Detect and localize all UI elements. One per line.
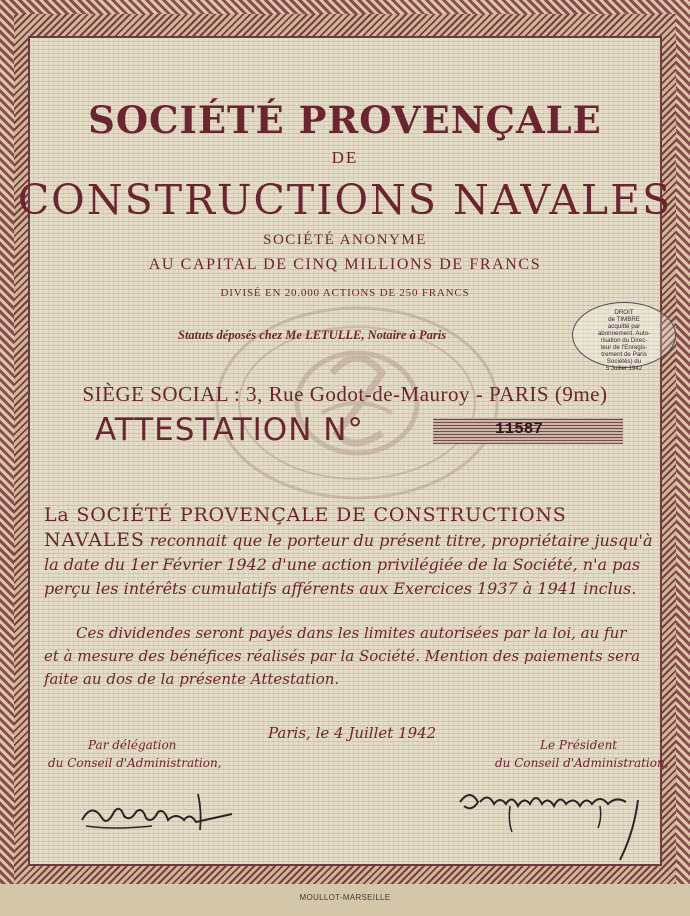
right-signature: [450, 772, 650, 862]
tax-stamp-line: teur de l'Enregis-: [600, 344, 648, 351]
left-signature: [72, 782, 247, 842]
tax-stamp-line: 5 Juillet 1942: [605, 365, 643, 372]
body-lead: La SOCIÉTÉ PROVENÇALE DE CONSTRUCTIONS: [44, 504, 567, 526]
attestation-number: 11587: [495, 420, 544, 438]
company-name-line3: CONSTRUCTIONS NAVALES: [17, 176, 673, 224]
attestation-row: [95, 412, 655, 452]
tax-stamp-line: Sociétés) du: [606, 358, 642, 365]
tax-stamp-line: DROIT: [614, 309, 634, 316]
right-signatory-title-2: du Conseil d'Administration,: [495, 756, 669, 770]
tax-stamp-line: risation du Direc-: [600, 337, 648, 344]
body-line-4: perçu les intérêts cumulatifs afférents aux Exercices 1937 à 1941 inclus.: [44, 579, 637, 598]
company-name-line2: DE: [331, 148, 359, 167]
tax-stamp: [572, 302, 676, 372]
body-line-2: reconnait que le porteur du présent titre, propriétaire jusqu'à: [144, 531, 653, 550]
body-paragraph-1: [44, 503, 664, 601]
tax-stamp-text: [573, 303, 675, 372]
registered-office: SIÈGE SOCIAL : 3, Rue Godot-de-Mauroy - PARIS (9me): [82, 382, 608, 406]
body-line-3: la date du 1er Février 1942 d'une action privilégiée de la Société, n'a pas: [44, 555, 641, 574]
body-p2-line-2: et à mesure des bénéfices réalisés par la Société. Mention des paiements sera: [44, 647, 641, 665]
printer-imprint: MOULLOT-MARSEILLE: [299, 893, 391, 902]
tax-stamp-line: acquitté par: [607, 323, 641, 330]
company-shares: DIVISÉ EN 20.000 ACTIONS DE 250 FRANCS: [220, 287, 470, 299]
tax-stamp-line: trement de Paris: [601, 351, 647, 358]
body-lead-2: NAVALES: [44, 529, 145, 551]
left-signatory-title-2: du Conseil d'Administration,: [48, 756, 222, 770]
company-name-line1: SOCIÉTÉ PROVENÇALE: [88, 98, 602, 142]
body-p2-line-1: Ces dividendes seront payés dans les limites autorisées par la loi, au fur: [76, 624, 627, 642]
body-p2-line-3: faite au dos de la présente Attestation.: [44, 670, 340, 688]
tax-stamp-line: abonnement. Auto-: [597, 330, 651, 337]
body-paragraph-2: [44, 622, 664, 691]
statuts-text: Statuts déposés chez Me LETULLE, Notaire à Paris: [178, 328, 447, 342]
tax-stamp-line: de TIMBRE: [608, 316, 640, 323]
company-type: SOCIÉTÉ ANONYME: [263, 232, 427, 248]
right-signatory-title-1: Le Président: [540, 738, 618, 752]
company-capital: AU CAPITAL DE CINQ MILLIONS DE FRANCS: [148, 256, 542, 273]
issue-date: Paris, le 4 Juillet 1942: [268, 724, 437, 742]
left-signatory-title-1: Par délégation: [88, 738, 177, 752]
attestation-label: ATTESTATION N°: [95, 412, 364, 448]
